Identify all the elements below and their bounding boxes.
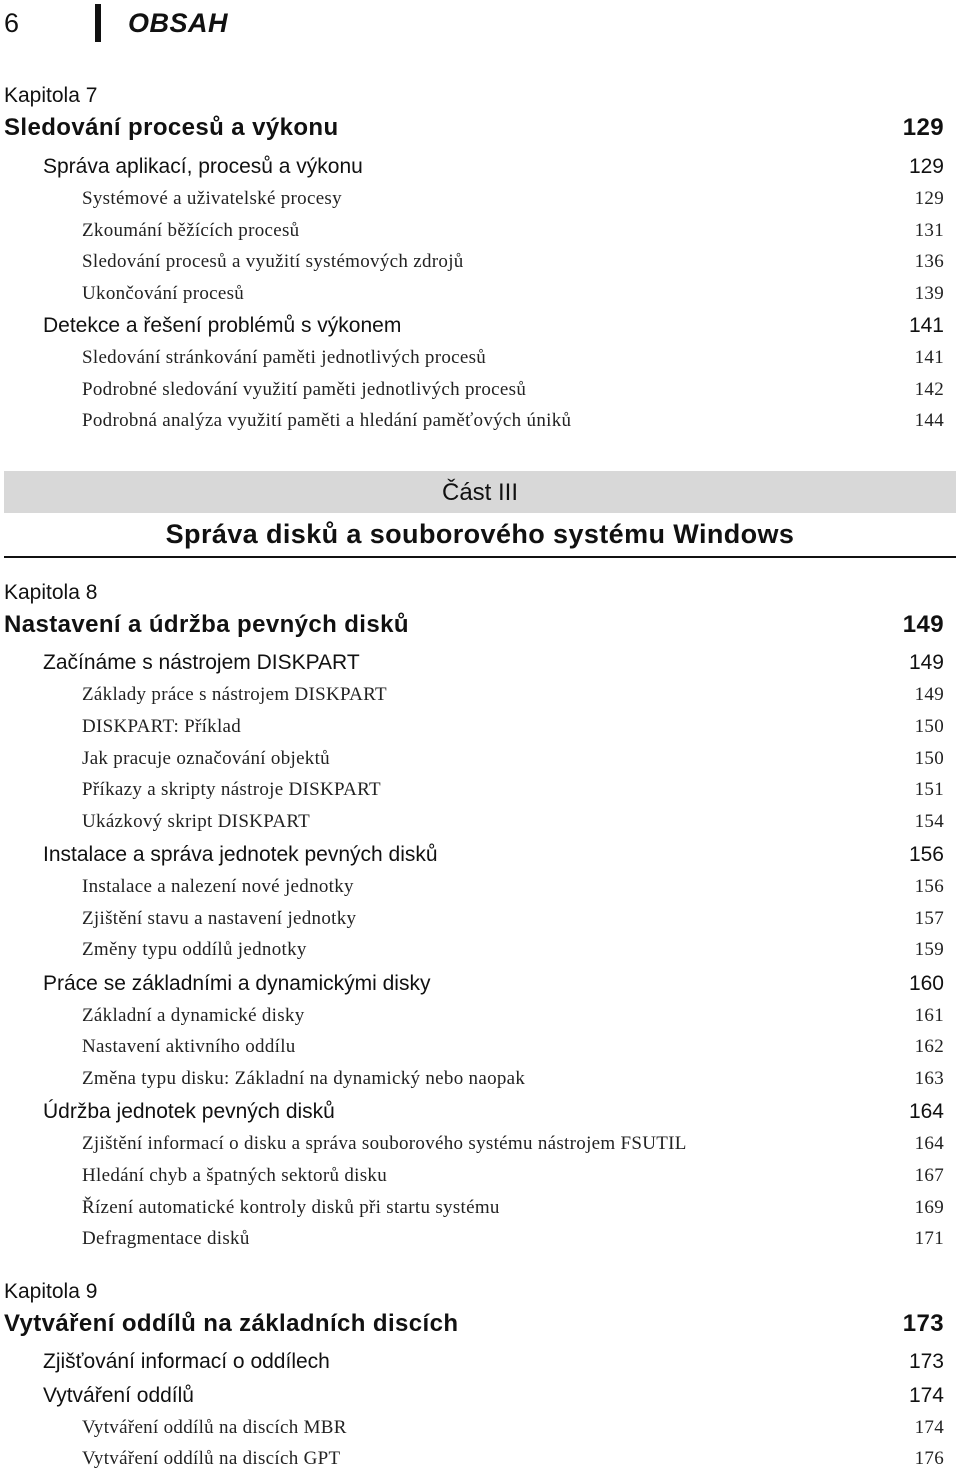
section-title: Zjišťování informací o oddílech — [43, 1350, 330, 1373]
section-row[interactable] — [43, 972, 944, 1002]
subsection-row[interactable] — [82, 347, 944, 377]
subsection-title: Sledování stránkování paměti jednotlivých procesů — [82, 347, 487, 368]
page-ref: 156 — [914, 876, 944, 897]
subsection-row[interactable] — [82, 251, 944, 281]
page-ref: 169 — [914, 1197, 944, 1218]
page-ref: 159 — [914, 939, 944, 960]
page-ref: 136 — [914, 251, 944, 272]
page-ref: 142 — [914, 379, 944, 400]
chapter-title-row[interactable] — [4, 611, 944, 641]
page-ref: 163 — [914, 1068, 944, 1089]
page-ref: 131 — [914, 220, 944, 241]
page-ref: 129 — [914, 188, 944, 209]
subsection-title: Ukončování procesů — [82, 283, 245, 304]
chapter-title: Sledování procesů a výkonu — [4, 114, 339, 141]
page-ref: 157 — [914, 908, 944, 929]
subsection-row[interactable] — [82, 748, 944, 778]
page-ref: 164 — [908, 1100, 944, 1123]
page-ref: 162 — [914, 1036, 944, 1057]
subsection-row[interactable] — [82, 811, 944, 841]
page-ref: 129 — [902, 114, 944, 141]
chapter-title-row[interactable] — [4, 114, 944, 144]
part-title: Správa disků a souborového systému Windows — [165, 519, 795, 549]
section-row[interactable] — [43, 843, 944, 873]
section-row[interactable] — [43, 314, 944, 344]
subsection-row[interactable] — [82, 379, 944, 409]
section-title: Práce se základními a dynamickými disky — [43, 972, 431, 995]
subsection-row[interactable] — [82, 188, 944, 218]
chapter-label: Kapitola 9 — [4, 1280, 98, 1303]
subsection-title: Ukázkový skript DISKPART — [82, 811, 311, 832]
subsection-row[interactable] — [82, 908, 944, 938]
section-row[interactable] — [43, 651, 944, 681]
page-ref: 173 — [908, 1350, 944, 1373]
section-row[interactable] — [43, 1350, 944, 1380]
subsection-row[interactable] — [82, 1036, 944, 1066]
subsection-title: Vytváření oddílů na discích GPT — [82, 1448, 341, 1469]
subsection-title: Změna typu disku: Základní na dynamický nebo naopak — [82, 1068, 526, 1089]
subsection-title: Základy práce s nástrojem DISKPART — [82, 684, 387, 705]
subsection-row[interactable] — [82, 1005, 944, 1035]
section-title: Údržba jednotek pevných disků — [43, 1100, 335, 1123]
subsection-title: Sledování procesů a využití systémových zdrojů — [82, 251, 464, 272]
subsection-row[interactable] — [82, 1197, 944, 1227]
page-ref: 161 — [914, 1005, 944, 1026]
page-ref: 174 — [908, 1384, 944, 1407]
page-ref: 156 — [908, 843, 944, 866]
chapter-title: Vytváření oddílů na základních discích — [4, 1310, 459, 1337]
page-ref: 149 — [914, 684, 944, 705]
section-row[interactable] — [43, 155, 944, 185]
section-title: Detekce a řešení problémů s výkonem — [43, 314, 402, 337]
subsection-title: Podrobné sledování využití paměti jednotlivých procesů — [82, 379, 527, 400]
subsection-title: Zkoumání běžících procesů — [82, 220, 300, 241]
subsection-row[interactable] — [82, 1417, 944, 1447]
subsection-title: Zjištění informací o disku a správa souborového systému nástrojem FSUTIL — [82, 1133, 687, 1154]
subsection-title: Změny typu oddílů jednotky — [82, 939, 307, 960]
page-ref: 141 — [908, 314, 944, 337]
section-title: Správa aplikací, procesů a výkonu — [43, 155, 363, 178]
header-divider — [95, 4, 101, 42]
subsection-row[interactable] — [82, 1133, 944, 1163]
subsection-title: Vytváření oddílů na discích MBR — [82, 1417, 347, 1438]
part-divider — [4, 556, 956, 558]
page-ref: 164 — [914, 1133, 944, 1154]
section-row[interactable] — [43, 1384, 944, 1414]
subsection-row[interactable] — [82, 283, 944, 313]
subsection-title: Jak pracuje označování objektů — [82, 748, 330, 769]
subsection-row[interactable] — [82, 876, 944, 906]
page-ref: 167 — [914, 1165, 944, 1186]
subsection-title: Zjištění stavu a nastavení jednotky — [82, 908, 357, 929]
page-ref: 173 — [902, 1310, 944, 1337]
subsection-title: Řízení automatické kontroly disků při startu systému — [82, 1197, 500, 1218]
subsection-title: Systémové a uživatelské procesy — [82, 188, 342, 209]
page-ref: 149 — [902, 611, 944, 638]
chapter-label: Kapitola 8 — [4, 581, 98, 604]
page-ref: 154 — [914, 811, 944, 832]
part-label: Část III — [441, 479, 519, 506]
subsection-row[interactable] — [82, 779, 944, 809]
subsection-title: Nastavení aktivního oddílu — [82, 1036, 296, 1057]
chapter-title: Nastavení a údržba pevných disků — [4, 611, 409, 638]
page-ref: 160 — [908, 972, 944, 995]
subsection-row[interactable] — [82, 939, 944, 969]
subsection-row[interactable] — [82, 220, 944, 250]
subsection-row[interactable] — [82, 1448, 944, 1478]
running-title: OBSAH — [128, 8, 229, 38]
page-number: 6 — [4, 8, 20, 38]
subsection-row[interactable] — [82, 684, 944, 714]
section-title: Instalace a správa jednotek pevných disků — [43, 843, 438, 866]
page-ref: 174 — [914, 1417, 944, 1438]
page-header — [0, 0, 960, 50]
subsection-title: Defragmentace disků — [82, 1228, 250, 1249]
page-ref: 150 — [914, 716, 944, 737]
page-ref: 171 — [914, 1228, 944, 1249]
page-ref: 144 — [914, 410, 944, 431]
subsection-row[interactable] — [82, 410, 944, 440]
subsection-row[interactable] — [82, 716, 944, 746]
section-title: Vytváření oddílů — [43, 1384, 194, 1407]
subsection-title: Podrobná analýza využití paměti a hledání paměťových úniků — [82, 410, 572, 431]
subsection-title: Příkazy a skripty nástroje DISKPART — [82, 779, 381, 800]
page-ref: 129 — [908, 155, 944, 178]
section-row[interactable] — [43, 1100, 944, 1130]
page-ref: 150 — [914, 748, 944, 769]
subsection-title: Základní a dynamické disky — [82, 1005, 305, 1026]
section-title: Začínáme s nástrojem DISKPART — [43, 651, 360, 674]
subsection-title: DISKPART: Příklad — [82, 716, 242, 737]
page-ref: 149 — [908, 651, 944, 674]
chapter-label: Kapitola 7 — [4, 84, 98, 107]
chapter-title-row[interactable] — [4, 1310, 944, 1340]
subsection-row[interactable] — [82, 1228, 944, 1258]
page-ref: 141 — [914, 347, 944, 368]
subsection-row[interactable] — [82, 1165, 944, 1195]
subsection-title: Hledání chyb a špatných sektorů disku — [82, 1165, 388, 1186]
page-ref: 151 — [914, 779, 944, 800]
subsection-title: Instalace a nalezení nové jednotky — [82, 876, 354, 897]
page-ref: 176 — [914, 1448, 944, 1469]
subsection-row[interactable] — [82, 1068, 944, 1098]
page-ref: 139 — [914, 283, 944, 304]
